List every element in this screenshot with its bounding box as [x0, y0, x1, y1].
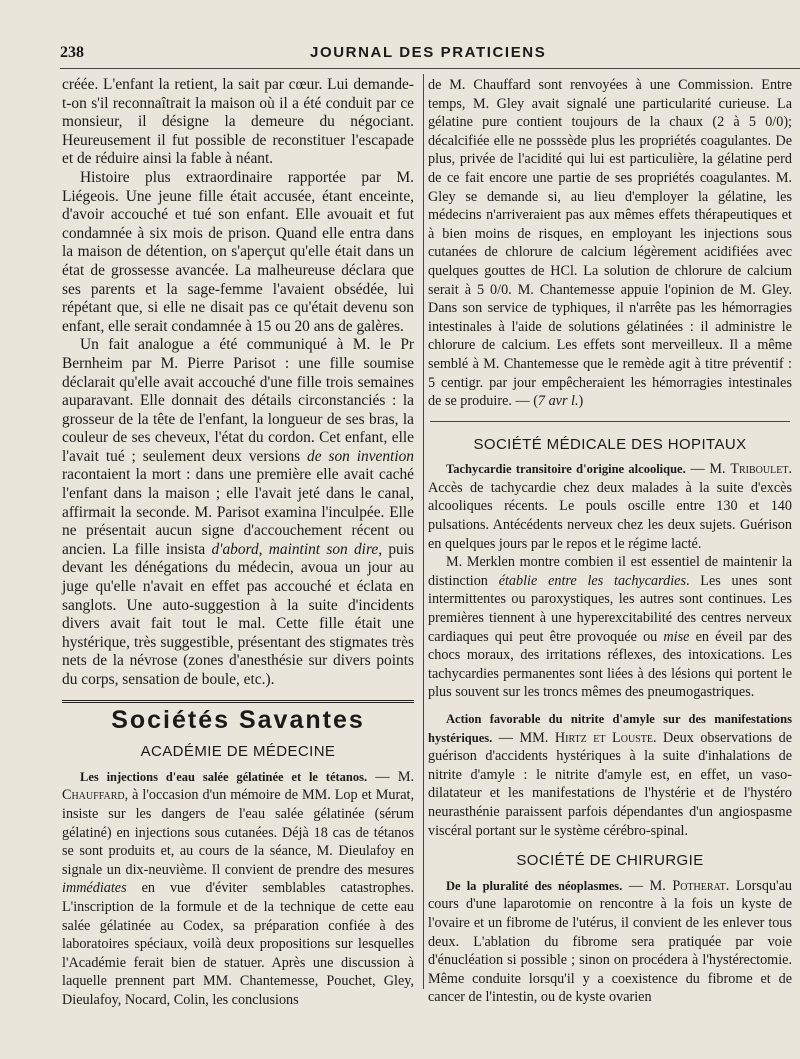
- paragraph: Les injections d'eau salée gélatinée et le tétanos. — M. Chauffard, à l'occasion d'un mémoire de MM. Lop et Murat, insiste sur les dangers de l'eau salée gélatinée (sérum gélatiné) en injections sous cutanées. Déjà 18 cas de tétanos se sont produits et, au cours de la séance, M. Dieulafoy en signale un dix-neuvième. Il convient de prendre des mesures immédiates en vue d'éviter semblables catastrophes. L'inscription de la formule et de la technique de cette eau salée gélatinée au Codex, sa préparation confiée à des laboratoires spéciaux, voilà deux propositions sur lesquelles l'Académie ferait bien de statuer. Après une discussion à laquelle prennent part MM. Chantemesse, Pouchet, Gley, Dieulafoy, Nocard, Colin, les conclusions: [62, 768, 414, 1008]
- paragraph: Histoire plus extraordinaire rapportée par M. Liégeois. Une jeune fille était accusée, étant enceinte, d'avoir accouché et tué son enfant. Elle avouait et fut condamnée à six mois de prison. Quand elle entra dans la maison de détention, on s'aperçut qu'elle était dans un état de grossesse avancée. La malheureuse déclara que ses parents et la sage-femme l'avaient obsédée, lui répétant que, si elle ne disait pas ce qu'était devenu son enfant, elle serait condamnée à 15 ou 20 ans de galères.: [62, 168, 414, 335]
- paragraph: Action favorable du nitrite d'amyle sur des manifestations hystériques. — MM. Hirtz et Louste. Deux observations de guérison d'accidents hystériques à la suite d'inhalations de nitrite d'amyle : le nitrite d'amyle est, en effet, un vaso-dilatateur et les manifestations de l'hystérie et de l'hystéro neurasthénie paraissent parfois dépendantes d'un angiospasme viscéral portant sur le système cérébro-spinal.: [428, 712, 792, 839]
- right-column: [428, 76, 792, 1007]
- section-title: Sociétés Savantes: [111, 705, 365, 734]
- page-number: 238: [60, 44, 84, 61]
- paragraph: De la pluralité des néoplasmes. — M. Potherat. Lorsqu'au cours d'une laparotomie on rencontre à la fois un kyste de l'ovaire et un fibrome de l'utérus, il convient de les enlever tous deux. L'ablation du fibrome sera pratiquée par voie d'énucléation si possible ; sinon on procédera à l'hystérectomie. Même conduite lorsqu'il y a coexistence du fibrome et de cancer de l'intestin, ou de kyste ovarien: [428, 877, 793, 1006]
- section-rule: [62, 700, 414, 703]
- hopitaux-title: SOCIÉTÉ MÉDICALE DES HOPITAUX: [473, 435, 747, 453]
- spacer: [428, 702, 792, 710]
- page-header: [60, 44, 800, 64]
- paragraph: M. Merklen montre combien il est essentiel de maintenir la distinction établie entre les tachycardies. Les unes sont intermittentes ou paroxystiques, les autres sont continues. Les premières tiennent à une hyperexcitabilité des centres nerveux cardiaques qui peut être provoquée ou mise en éveil par des chocs moraux, des irritations réflexes, des intoxications. Les tachycardies permanentes sont liées à des lésions qui portent le plus souvent sur les troncs mêmes des pneumogastriques.: [428, 554, 792, 701]
- column-divider: [423, 74, 424, 989]
- paragraph: Tachycardie transitoire d'origine alcoolique. — M. Triboulet. Accès de tachycardie chez deux malades à la suite d'excès alcooliques récents. Le pouls oscille entre 130 et 140 pulsations. Antécédents nerveux chez les deux sujets. Guérison en quelques jours par le repos et le régime lacté.: [428, 461, 792, 552]
- paragraph: Un fait analogue a été communiqué à M. le Pr Bernheim par M. Pierre Parisot : une fille soumise déclarait qu'elle avait accouché d'une fille trois semaines auparavant. Elle donnait des détails circonstanciés : la grosseur de la tête de l'enfant, la longueur de ses bras, la couleur de ses cheveux, l'état du cordon. Cet enfant, elle l'avait tué ; seulement deux versions de son invention racontaient la mort : dans une première elle avait caché l'enfant dans la maison ; elle l'avait jeté dans le canal, affirmait la seconde. M. Parisot examina l'inculpée. Elle ne présentait aucun signe d'accouchement récent ou ancien. La fille insista d'abord, maintint son dire, puis devant les dénégations du médecin, avoua un jour au juge qu'elle n'avait en effet pas accouché et éclata en sanglots. Une auto-suggestion à la suite d'incidents divers avait fait tout le mal. Cette fille était une hystérique, très suggestible, présentant des stigmates très nets de la névrose (zones d'anesthésie sur divers points du corps, sensation de boule, etc.).: [62, 336, 415, 688]
- spacer: [428, 840, 792, 848]
- chirurgie-title: SOCIÉTÉ DE CHIRURGIE: [516, 852, 704, 870]
- paragraph: de M. Chauffard sont renvoyées à une Commission. Entre temps, M. Gley avait signalé une particularité curieuse. La gélatine pure contient toujours de la chaux (2 à 5 0/0); décalcifiée elle ne posssède plus les propriétés coagulantes. De plus, privée de l'acidité qui lui est particulière, la gélatine perd de ce fait encore une partie de ses propriétés coagulantes. M. Gley se demande si, au lieu d'employer la gélatine, les médecins n'arriveraient pas aux mêmes effets thérapeutiques et à bien moins de risques, en employant les injections sous cutanées de chlorure de calcium légèrement acidifiées avec quelques gouttes de HCl. La solution de chlorure de calcium serait à 5 0/0. M. Chantemesse appuie l'opinion de M. Gley. Dans son service de typhiques, il n'arrête pas les hémorragies intestinales à l'aide de solutions gélatinées : il administre le chlorure de calcium. Les effets sont merveilleux. Il a même semblé à M. Chantemesse que le remède agit à titre préventif : 5 centigr. par jour empêcheraient les hémorragies intestinales de se produire. — (7 avr l.): [428, 77, 792, 410]
- academie-title: ACADÉMIE DE MÉDECINE: [140, 743, 336, 761]
- left-column: [62, 76, 414, 1010]
- section-rule: [430, 421, 790, 422]
- paragraph: créée. L'enfant la retient, la sait par cœur. Lui demande-t-on s'il reconnaîtrait la maison où il a été conduit par ce monsieur, il désigne la demeure du négociant. Heureusement il fut possible de reconstituer l'escapade et de réduire ainsi la fable à néant.: [62, 76, 414, 168]
- header-rule: [60, 68, 800, 69]
- running-title: JOURNAL DES PRATICIENS: [310, 44, 547, 61]
